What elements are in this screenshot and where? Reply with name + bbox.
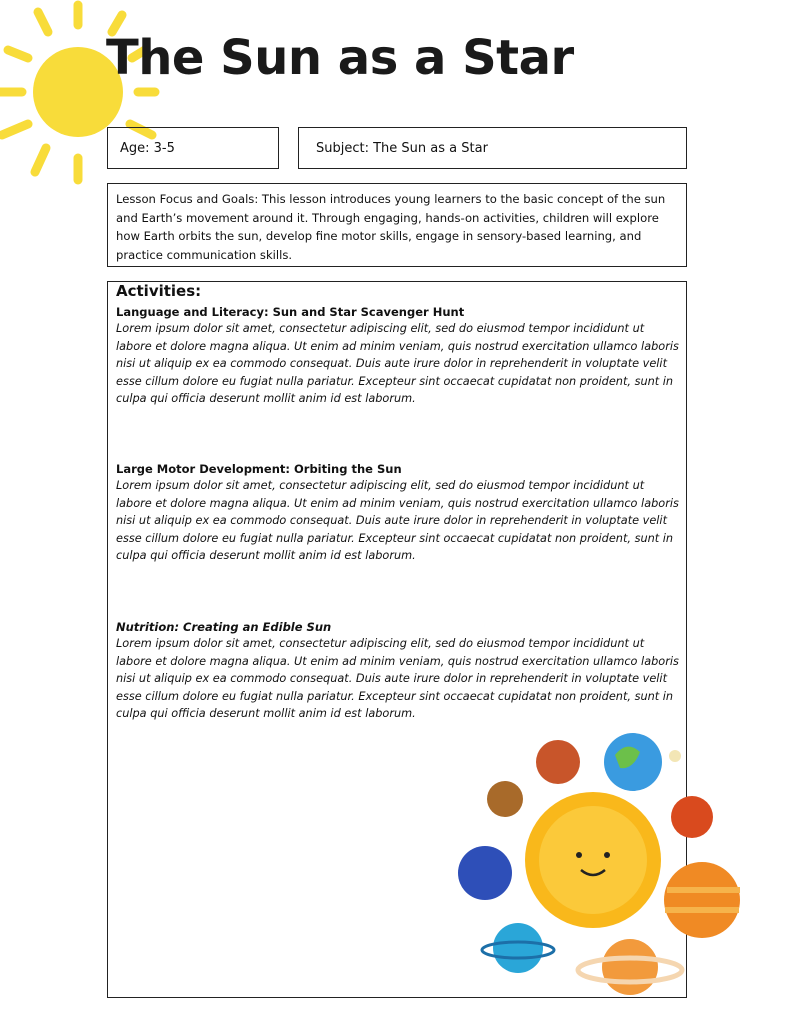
jupiter-icon [664,862,740,938]
age-box: Age: 3-5 [107,127,279,169]
activity-body: Lorem ipsum dolor sit amet, consectetur adipiscing elit, sed do eiusmod tempor incididunt ut labore et dolore magna aliqua. Ut enim ad minim veniam, quis nostrud exercitation ullamco laboris nisi ut aliquip ex ea commodo consequat. Duis aute irure dolor in reprehenderit in voluptate velit esse cillum dolore eu fugiat nulla pariatur. Excepteur sint occaecat cupidatat non proident, sunt in culpa qui officia deserunt mollit anim id est laborum. [116,479,679,563]
activity-section [116,461,682,565]
moon-icon [669,750,681,762]
activity-section [116,619,682,723]
saturn-icon [578,939,682,995]
page-title: The Sun as a Star [106,30,574,86]
cartoon-sun-icon [525,792,661,928]
lesson-goals-box: Lesson Focus and Goals: This lesson introduces young learners to the basic concept of the sun and Earth’s movement around it. Through engaging, hands-on activities, children will explore how Earth orbits the sun, develop fine motor skills, engage in sensory-based learning, and practice communication skills. [107,183,687,267]
activity-title: Nutrition: Creating an Edible Sun [116,620,332,634]
activity-body: Lorem ipsum dolor sit amet, consectetur adipiscing elit, sed do eiusmod tempor incididunt ut labore et dolore magna aliqua. Ut enim ad minim veniam, quis nostrud exercitation ullamco laboris nisi ut aliquip ex ea commodo consequat. Duis aute irure dolor in reprehenderit in voluptate velit esse cillum dolore eu fugiat nulla pariatur. Excepteur sint occaecat cupidatat non proident, sunt in culpa qui officia deserunt mollit anim id est laborum. [116,322,679,406]
red-planet-icon [671,796,713,838]
activity-title: Large Motor Development: Orbiting the Sun [116,462,402,476]
activities-heading: Activities: [116,282,202,300]
subject-box: Subject: The Sun as a Star [298,127,687,169]
solar-system-illustration [455,730,755,1010]
activity-section [116,304,682,408]
mars-icon [536,740,580,784]
activity-title: Language and Literacy: Sun and Star Scavenger Hunt [116,305,465,319]
mercury-icon [487,781,523,817]
neptune-icon [458,846,512,900]
uranus-icon [482,923,554,973]
activity-body: Lorem ipsum dolor sit amet, consectetur adipiscing elit, sed do eiusmod tempor incididunt ut labore et dolore magna aliqua. Ut enim ad minim veniam, quis nostrud exercitation ullamco laboris nisi ut aliquip ex ea commodo consequat. Duis aute irure dolor in reprehenderit in voluptate velit esse cillum dolore eu fugiat nulla pariatur. Excepteur sint occaecat cupidatat non proident, sunt in culpa qui officia deserunt mollit anim id est laborum. [116,637,679,721]
